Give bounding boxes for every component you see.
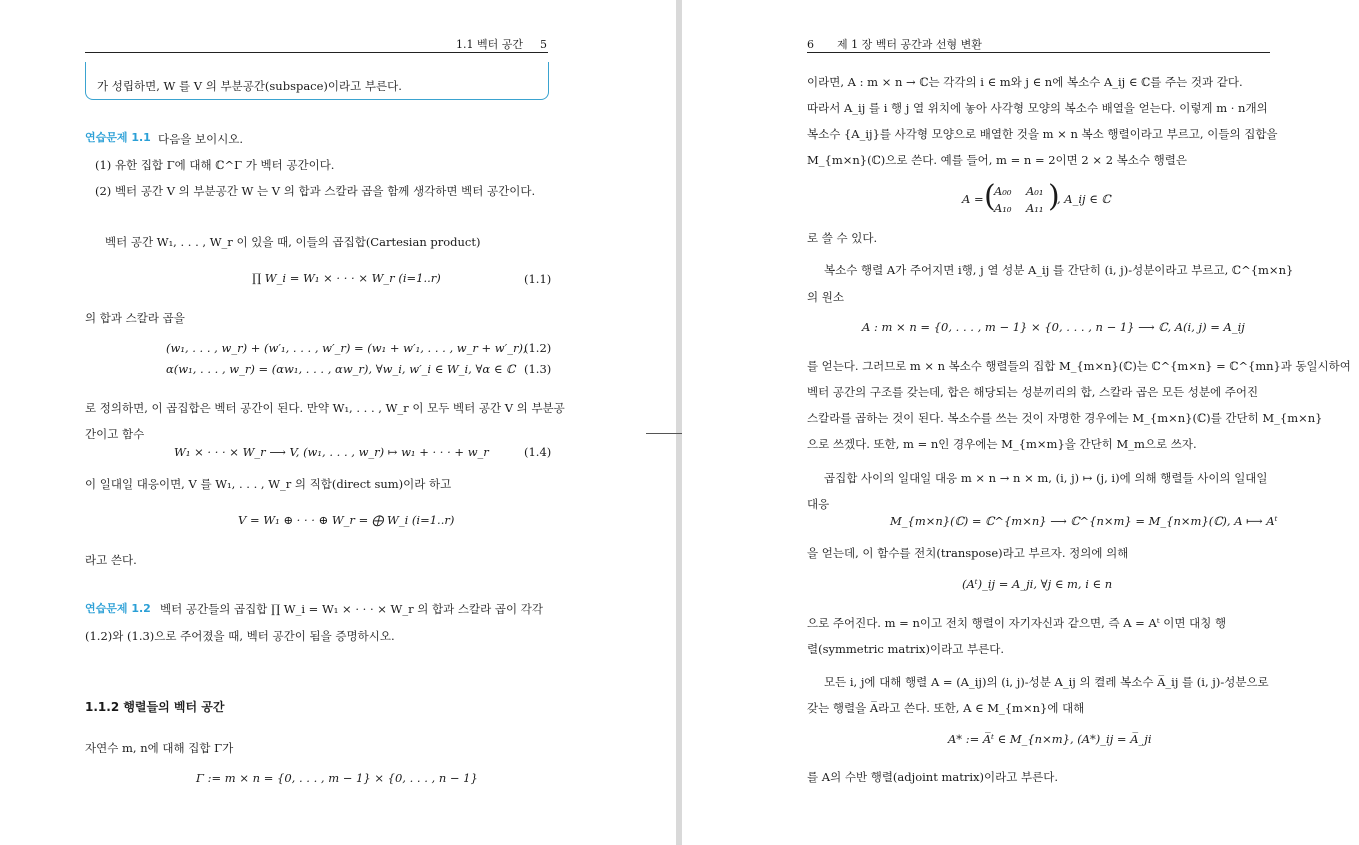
paragraph: 으로 주어진다. m = n이고 전치 행렬이 자기자신과 같으면, 즉 A = Aᵗ 이면 대칭 행 — [807, 616, 1227, 630]
paragraph: 따라서 A_ij 를 i 행 j 열 위치에 놓아 사각형 모양의 복소수 배열을 얻는다. 이렇게 m · n개의 — [807, 101, 1268, 115]
exercise-text: 다음을 보이시오. — [158, 132, 244, 146]
equation: V = W₁ ⊕ · · · ⊕ W_r = ⨁ W_i (i=1..r) — [238, 513, 455, 527]
page-number: 6 — [807, 38, 814, 51]
paragraph: 의 원소 — [807, 290, 844, 304]
paragraph: 를 얻는다. 그러므로 m × n 복소수 행렬들의 집합 M_{m×n}(ℂ)는 ℂ^{m×n} = ℂ^{mn}과 동일시하여 — [807, 359, 1351, 373]
exercise-item: (1) 유한 집합 Γ에 대해 ℂ^Γ 가 벡터 공간이다. — [95, 158, 335, 172]
matrix-entry: A₁₀ — [994, 201, 1012, 215]
paragraph: 로 정의하면, 이 곱집합은 벡터 공간이 된다. 만약 W₁, . . . , W_r 이 모두 벡터 공간 V 의 부분공 — [85, 401, 565, 415]
matrix-bracket: ) — [1048, 179, 1060, 214]
equation-number: (1.3) — [524, 362, 552, 376]
paragraph: M_{m×n}(ℂ)으로 쓴다. 예를 들어, m = n = 2이면 2 × 2 복소수 행렬은 — [807, 153, 1187, 167]
paragraph: 곱집합 사이의 일대일 대응 m × n → n × m, (i, j) ↦ (j, i)에 의해 행렬들 사이의 일대일 — [824, 471, 1268, 485]
matrix-rhs: , A_ij ∈ ℂ — [1057, 192, 1111, 206]
paragraph: 이 일대일 대응이면, V 를 W₁, . . . , W_r 의 직합(direct sum)이라 하고 — [85, 477, 452, 491]
paragraph: 복소수 행렬 A가 주어지면 i행, j 열 성분 A_ij 를 간단히 (i, j)-성분이라고 부르고, ℂ^{m×n} — [824, 263, 1294, 277]
paragraph: 벡터 공간의 구조를 갖는데, 합은 해당되는 성분끼리의 합, 스칼라 곱은 모든 성분에 주어진 — [807, 385, 1259, 399]
equation: α(w₁, . . . , w_r) = (αw₁, . . . , αw_r), ∀w_i, w′_i ∈ W_i, ∀α ∈ ℂ — [166, 362, 516, 376]
matrix-bracket: ( — [984, 179, 996, 214]
paragraph: 를 A의 수반 행렬(adjoint matrix)이라고 부른다. — [807, 770, 1058, 784]
exercise-label: 연습문제 1.2 — [85, 602, 151, 615]
matrix-entry: A₀₀ — [994, 184, 1012, 198]
equation: (w₁, . . . , w_r) + (w′₁, . . . , w′_r) = (w₁ + w′₁, . . . , w_r + w′_r), — [166, 341, 527, 355]
paragraph: 모든 i, j에 대해 행렬 A = (A_ij)의 (i, j)-성분 A_ij 의 켤레 복소수 A̅_ij 를 (i, j)-성분으로 — [824, 675, 1269, 689]
matrix-lhs: A = — [962, 192, 984, 206]
paragraph: 의 합과 스칼라 곱을 — [85, 311, 185, 325]
header-rule — [85, 52, 548, 53]
right-page — [682, 0, 1359, 845]
left-page — [0, 0, 676, 845]
paragraph: 라고 쓴다. — [85, 553, 137, 567]
paragraph: 복소수 {A_ij}를 사각형 모양으로 배열한 것을 m × n 복소 행렬이라고 부르고, 이들의 집합을 — [807, 127, 1278, 141]
paragraph: 갖는 행렬을 A̅라고 쓴다. 또한, A ∈ M_{m×n}에 대해 — [807, 701, 1085, 715]
paragraph: 대응 — [807, 497, 830, 511]
equation: M_{m×n}(ℂ) = ℂ^{m×n} ⟶ ℂ^{n×m} = M_{n×m}(ℂ), A ⟼ Aᵗ — [890, 514, 1278, 528]
equation: A : m × n = {0, . . . , m − 1} × {0, . . . , n − 1} ⟶ ℂ, A(i, j) = A_ij — [862, 320, 1245, 334]
paragraph: 벡터 공간 W₁, . . . , W_r 이 있을 때, 이들의 곱집합(Cartesian product) — [105, 235, 481, 249]
equation: (Aᵗ)_ij = A_ji, ∀j ∈ m, i ∈ n — [962, 577, 1113, 591]
exercise-label: 연습문제 1.1 — [85, 131, 151, 144]
header-rule — [807, 52, 1270, 53]
running-header-section: 1.1 벡터 공간 — [456, 38, 523, 51]
paragraph: 스칼라를 곱하는 것이 된다. 복소수를 쓰는 것이 자명한 경우에는 M_{m×n}(ℂ)를 간단히 M_{m×n} — [807, 411, 1323, 425]
equation-number: (1.4) — [524, 445, 552, 459]
paragraph: 이라면, A : m × n → ℂ는 각각의 i ∈ m와 j ∈ n에 복소수 A_ij ∈ ℂ를 주는 것과 같다. — [807, 75, 1243, 89]
paragraph: 로 쓸 수 있다. — [807, 231, 878, 245]
section-heading: 1.1.2 행렬들의 벡터 공간 — [85, 700, 225, 714]
exercise-text: (1.2)와 (1.3)으로 주어졌을 때, 벡터 공간이 됨을 증명하시오. — [85, 629, 395, 643]
matrix-entry: A₀₁ — [1026, 184, 1044, 198]
equation: A* := A̅ᵗ ∈ M_{n×m}, (A*)_ij = A̅_ji — [948, 732, 1152, 746]
paragraph: 간이고 함수 — [85, 427, 145, 441]
exercise-item: (2) 벡터 공간 V 의 부분공간 W 는 V 의 합과 스칼라 곱을 함께 생각하면 벡터 공간이다. — [95, 184, 536, 198]
paragraph: 으로 쓰겠다. 또한, m = n인 경우에는 M_{m×m}을 간단히 M_m으로 쓰자. — [807, 437, 1197, 451]
paragraph: 을 얻는데, 이 함수를 전치(transpose)라고 부르자. 정의에 의해 — [807, 546, 1129, 560]
equation: Γ := m × n = {0, . . . , m − 1} × {0, . . . , n − 1} — [196, 771, 478, 785]
matrix-entry: A₁₁ — [1026, 201, 1044, 215]
paragraph: 렬(symmetric matrix)이라고 부른다. — [807, 642, 1004, 656]
equation: ∏ W_i = W₁ × · · · × W_r (i=1..r) — [252, 271, 441, 285]
running-header-chapter: 제 1 장 벡터 공간과 선형 변환 — [837, 38, 982, 51]
paragraph: 자연수 m, n에 대해 집합 Γ가 — [85, 741, 234, 755]
matrix-equation — [962, 178, 1142, 220]
equation-number: (1.2) — [524, 341, 552, 355]
exercise-text: 벡터 공간들의 곱집합 ∏ W_i = W₁ × · · · × W_r 의 합과 스칼라 곱이 각각 — [160, 602, 543, 616]
page-number: 5 — [540, 38, 547, 51]
equation-number: (1.1) — [524, 272, 552, 286]
box-text: 가 성립하면, W 를 V 의 부분공간(subspace)이라고 부른다. — [97, 79, 402, 93]
equation: W₁ × · · · × W_r ⟶ V, (w₁, . . . , w_r) ↦ w₁ + · · · + w_r — [174, 445, 489, 459]
